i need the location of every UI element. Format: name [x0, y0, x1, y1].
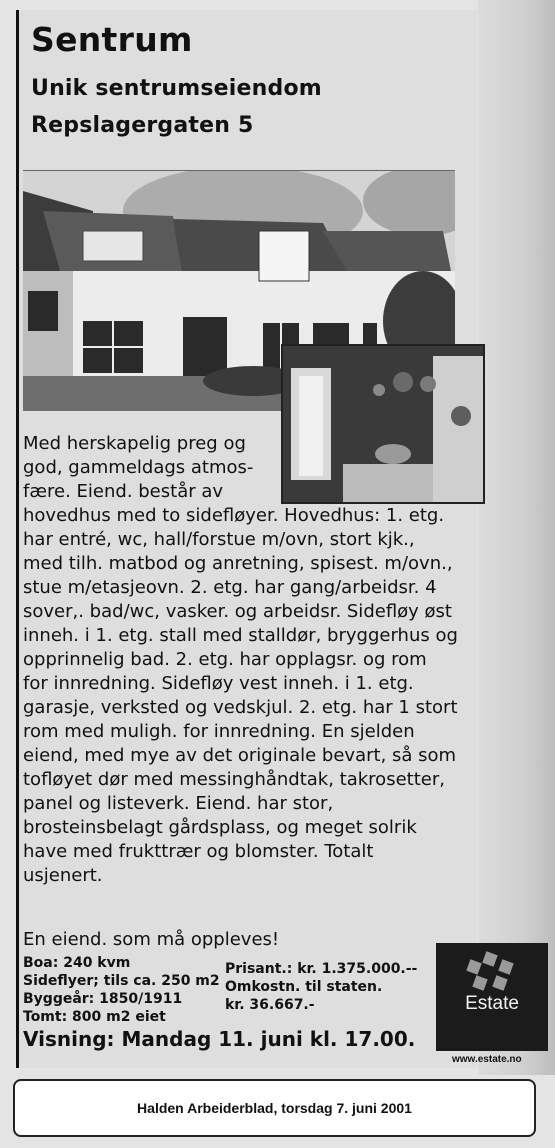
body-line: fære. Eiend. består av [23, 481, 224, 502]
source-caption: Halden Arbeiderblad, torsdag 7. juni 2001 [137, 1100, 412, 1116]
body-line: sover,. bad/wc, vasker. og arbeidsr. Sidefløy øst [23, 601, 452, 622]
property-facts [23, 954, 220, 1026]
ad-body-text [23, 432, 463, 888]
fact-costs-amount: kr. 36.667.- [225, 997, 315, 1013]
body-line: inneh. i 1. etg. stall med stalldør, bryggerhus og [23, 625, 458, 646]
body-line: stue m/etasjeovn. 2. etg. har gang/arbeidsr. 4 [23, 577, 437, 598]
body-line: tofløyet dør med messinghåndtak, takrosetter, [23, 769, 445, 790]
ad-headline: Sentrum [31, 20, 193, 59]
price-facts [225, 960, 417, 1014]
fact-costs: Omkostn. til staten. [225, 979, 383, 995]
body-line: for innredning. Sidefløy vest inneh. i 1. etg. [23, 673, 414, 694]
logo-url: www.estate.no [452, 1054, 522, 1065]
ad-closing-line: En eiend. som må oppleves! [23, 929, 280, 950]
source-caption-box [13, 1079, 536, 1137]
logo-wordmark: Estate [465, 993, 519, 1014]
real-estate-ad [16, 10, 477, 1068]
scan-background [478, 0, 555, 1075]
body-line: god, gammeldags atmos- [23, 457, 254, 478]
body-line: garasje, verksted og vedskjul. 2. etg. har 1 stort [23, 697, 458, 718]
estate-logo [436, 943, 548, 1051]
ad-address: Repslagergaten 5 [31, 113, 254, 138]
fact-price: Prisant.: kr. 1.375.000.-- [225, 961, 418, 977]
fact-lot: Tomt: 800 m2 eiet [23, 1009, 166, 1025]
body-line: opprinnelig bad. 2. etg. har opplagsr. og rom [23, 649, 427, 670]
body-line: rom med muligh. for innredning. En sjelden [23, 721, 415, 742]
body-line: med tilh. matbod og anretning, spisest. m/ovn., [23, 553, 453, 574]
ad-subheadline: Unik sentrumseiendom [31, 76, 322, 101]
body-line: usjenert. [23, 865, 103, 886]
body-line: Med herskapelig preg og [23, 433, 246, 454]
body-line: har entré, wc, hall/forstue m/ovn, stort kjk., [23, 529, 415, 550]
body-line: have med frukttrær og blomster. Totalt [23, 841, 374, 862]
body-line: panel og listeverk. Eiend. har stor, [23, 793, 334, 814]
body-line: brosteinsbelagt gårdsplass, og meget solrik [23, 817, 417, 838]
fact-built: Byggeår: 1850/1911 [23, 991, 183, 1007]
viewing-time: Visning: Mandag 11. juni kl. 17.00. [23, 1027, 416, 1051]
body-line: eiend, med mye av det originale bevart, så som [23, 745, 457, 766]
fact-area: Boa: 240 kvm [23, 955, 131, 971]
body-line: hovedhus med to sidefløyer. Hovedhus: 1. etg. [23, 505, 445, 526]
fact-wings: Sideflyer; tils ca. 250 m2 [23, 973, 220, 989]
